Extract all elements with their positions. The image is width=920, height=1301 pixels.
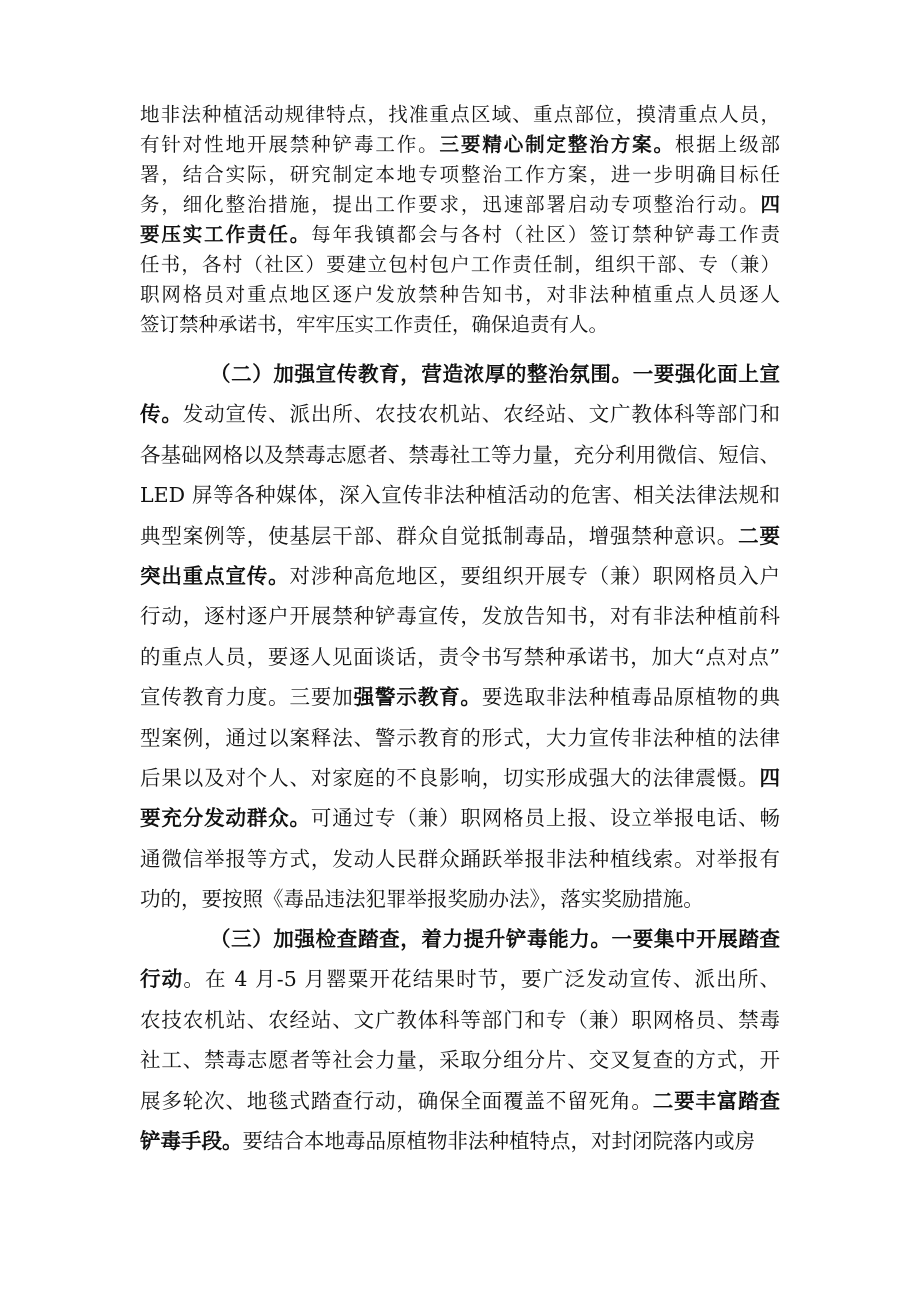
paragraph-2 bbox=[140, 354, 780, 919]
bold-text-run: 突出重点宣传。 bbox=[140, 563, 290, 588]
text-run: 通微信举报等方式，发动人民群众踊跃举报非法种植线索。对举报有 bbox=[140, 846, 780, 871]
text-line bbox=[140, 280, 780, 310]
text-line bbox=[140, 354, 780, 394]
bold-text-run: 四 bbox=[759, 765, 780, 790]
text-line bbox=[140, 220, 780, 250]
text-run: 要结合本地毒品原植物非法种植特点，对封闭院落内或房 bbox=[242, 1128, 755, 1153]
bold-text-run: 传。 bbox=[140, 402, 183, 427]
bold-text-run: 三要精心制定整治方案。 bbox=[439, 133, 675, 156]
text-line bbox=[140, 959, 780, 999]
bold-text-run: 要压实工作责任。 bbox=[140, 223, 312, 246]
text-line bbox=[140, 250, 780, 280]
text-run: 各基础网格以及禁毒志愿者、禁毒社工等力量，充分利用微信、短信、 bbox=[140, 442, 780, 467]
text-run: 职网格员对重点地区逐户发放禁种告知书，对非法种植重点人员逐人 bbox=[140, 283, 780, 306]
paragraph-3 bbox=[140, 919, 780, 1161]
text-line bbox=[140, 718, 780, 758]
text-run: 根据上级部 bbox=[674, 133, 780, 156]
bold-text-run: （三）加强检查踏查，着力提升铲毒能力。一要集中开展踏查 bbox=[210, 927, 780, 951]
text-line bbox=[140, 677, 780, 717]
text-line bbox=[140, 394, 780, 434]
text-line bbox=[140, 1121, 780, 1161]
text-run: 务，细化整治措施，提出工作要求，迅速部署启动专项整治行动。 bbox=[140, 193, 761, 216]
text-run: 签订禁种承诺书，牢牢压实工作责任，确保追责有人。 bbox=[140, 313, 609, 336]
bold-text-run: 要充分发动群众。 bbox=[140, 806, 311, 831]
text-run: LED 屏等各种媒体，深入宣传非法种植活动的危害、相关法律法规和 bbox=[140, 483, 780, 508]
text-run: 型案例，通过以案释法、警示教育的形式，大力宣传非法种植的法律 bbox=[140, 725, 780, 750]
text-line bbox=[140, 190, 780, 220]
text-line bbox=[140, 130, 780, 160]
text-line bbox=[140, 596, 780, 636]
text-line bbox=[140, 160, 780, 190]
text-run: 的重点人员，要逐人见面谈话，责令书写禁种承诺书，加大“点对点” bbox=[140, 644, 780, 669]
text-run: 每年我镇都会与各村（社区）签订禁种铲毒工作责 bbox=[311, 223, 780, 246]
text-run: 地非法种植活动规律特点，找准重点区域、重点部位，摸清重点人员， bbox=[140, 103, 780, 126]
text-run: 农技农机站、农经站、文广教体科等部门和专（兼）职网格员、禁毒 bbox=[140, 1007, 780, 1032]
bold-text-run: 铲毒手段。 bbox=[140, 1128, 243, 1153]
text-run: 可通过专（兼）职网格员上报、设立举报电话、畅 bbox=[310, 806, 781, 831]
text-line bbox=[140, 100, 780, 130]
text-line bbox=[140, 1000, 780, 1040]
text-line bbox=[140, 798, 780, 838]
text-line bbox=[140, 839, 780, 879]
bold-text-run: 四 bbox=[760, 193, 780, 216]
text-run: 要选取非法种植毒品原植物的典 bbox=[481, 685, 781, 710]
text-line bbox=[140, 637, 780, 677]
text-run: 后果以及对个人、对家庭的不良影响，切实形成强大的法律震慑。 bbox=[140, 765, 760, 790]
bold-text-run: 行动 bbox=[140, 967, 184, 992]
text-run: 署，结合实际，研究制定本地专项整治工作方案，进一步明确目标任 bbox=[140, 163, 780, 186]
paragraph-1 bbox=[140, 100, 780, 340]
text-run: 对涉种高危地区，要组织开展专（兼）职网格员入户 bbox=[289, 563, 781, 588]
text-line bbox=[140, 310, 780, 340]
text-run: 宣传教育力度。三要加 bbox=[140, 685, 354, 710]
text-line bbox=[140, 1081, 780, 1121]
bold-text-run: 二要丰富踏查 bbox=[652, 1088, 781, 1113]
text-run: 典型案例等，使基层干部、群众自觉抵制毒品，增强禁种意识。 bbox=[140, 523, 739, 548]
text-line bbox=[140, 475, 780, 515]
text-line bbox=[140, 758, 780, 798]
bold-text-run: 二要 bbox=[738, 523, 781, 548]
text-run: 展多轮次、地毯式踏查行动，确保全面覆盖不留死角。 bbox=[140, 1088, 653, 1113]
text-line bbox=[140, 556, 780, 596]
bold-text-run: 强警示教育。 bbox=[353, 685, 482, 710]
text-line bbox=[140, 879, 780, 919]
bold-text-run: （二）加强宣传教育，营造浓厚的整治氛围。一要强化面上宣 bbox=[210, 362, 780, 386]
text-run: 发动宣传、派出所、农技农机站、农经站、文广教体科等部门和 bbox=[182, 402, 781, 427]
text-run: 。在 4 月-5 月罂粟开花结果时节，要广泛发动宣传、派出所、 bbox=[183, 967, 781, 992]
text-run: 社工、禁毒志愿者等社会力量，采取分组分片、交叉复查的方式，开 bbox=[140, 1048, 780, 1073]
text-line bbox=[140, 435, 780, 475]
text-run: 功的，要按照《毒品违法犯罪举报奖励办法》，落实奖励措施。 bbox=[140, 887, 704, 912]
text-run: 有针对性地开展禁种铲毒工作。 bbox=[140, 133, 440, 156]
text-line bbox=[140, 1040, 780, 1080]
text-run: 行动，逐村逐户开展禁种铲毒宣传，发放告知书，对有非法种植前科 bbox=[140, 604, 780, 629]
text-line bbox=[140, 516, 780, 556]
text-line bbox=[140, 919, 780, 959]
text-run: 任书，各村（社区）要建立包村包户工作责任制，组织干部、专（兼） bbox=[140, 253, 780, 276]
